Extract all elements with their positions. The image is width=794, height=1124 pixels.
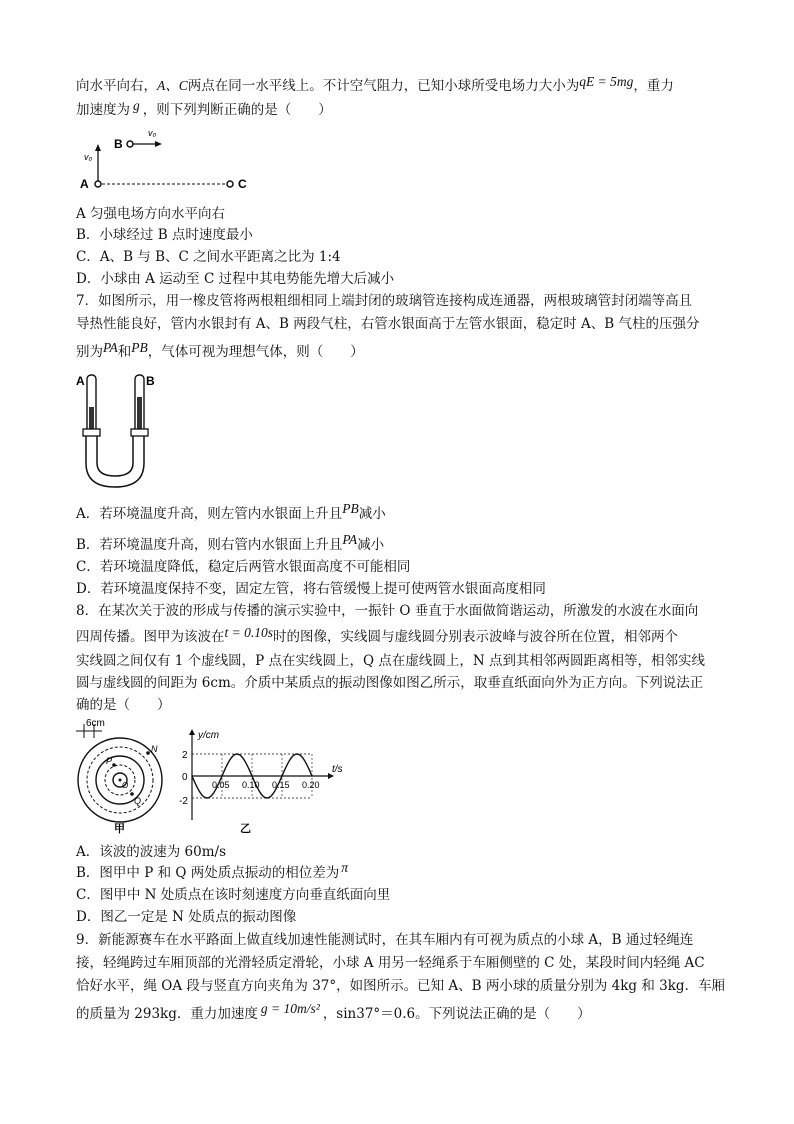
q7-opt-a-pressure: PB bbox=[342, 501, 359, 516]
q6-fig-arrowhead-h bbox=[155, 141, 162, 147]
q6-fig-label-B: B bbox=[114, 137, 123, 151]
q8-yi-ytick-neg2: -2 bbox=[179, 796, 188, 807]
q9-g-value: g = 10m/s² bbox=[260, 1001, 320, 1016]
q7-option-a bbox=[76, 501, 386, 523]
q7-option-d: D．若环境温度保持不变，固定左管，将右管缓慢上提可使两管水银面高度相同 bbox=[76, 581, 546, 597]
q7-stem-line3 bbox=[76, 340, 364, 361]
q8-text: 时的图像，实线圆与虚线圆分别表示波峰与波谷所在位置，相邻两个 bbox=[273, 629, 678, 645]
q9-stem-line1: 9．新能源赛车在水平路面上做直线加速性能测试时，在其车厢内有可视为质点的小球 A，B 通过轻绳连 bbox=[76, 932, 694, 948]
q7-rubber-tube-inner bbox=[97, 436, 133, 476]
q8-yi-xtick-label: 0.05 bbox=[212, 780, 230, 790]
q6-formula-qe: qE = 5mg bbox=[579, 74, 634, 89]
q9-stem-line4 bbox=[76, 1001, 591, 1023]
q8-stem-line1: 8．在某次关于波的形成与传播的演示实验中，一振针 O 垂直于水面做简谐运动，所激发的水波在水面向 bbox=[76, 603, 699, 619]
q6-fig-arrowhead-v bbox=[95, 144, 101, 151]
q7-pressure-pb: PB bbox=[131, 340, 148, 355]
q7-text: ，气体可视为理想气体，则（ ） bbox=[147, 344, 364, 360]
q6-figure bbox=[76, 126, 256, 192]
q7-text: 别为 bbox=[76, 344, 103, 360]
q8-yi-caption: 乙 bbox=[240, 823, 251, 835]
q8-yi-data-point bbox=[206, 797, 207, 798]
q8-jia-dim-label: 6cm bbox=[86, 718, 105, 729]
q6-g: g bbox=[133, 98, 140, 113]
q8-jia-point-P bbox=[112, 763, 116, 767]
q6-text: 加速度为 bbox=[76, 102, 130, 118]
q8-jia-label-O: O bbox=[122, 781, 129, 790]
q8-stem-line2 bbox=[76, 625, 678, 646]
q8-yi-ylabel: y/cm bbox=[198, 730, 220, 741]
q6-option-c: C．A、B 与 B、C 之间水平距离之比为 1:4 bbox=[76, 249, 341, 265]
q6-stem-line1 bbox=[76, 74, 674, 95]
q8-time: t = 0.10s bbox=[224, 625, 273, 640]
q8-text: 四周传播。图甲为该波在 bbox=[76, 629, 225, 645]
q7-left-mercury bbox=[89, 407, 94, 431]
q8-jia-point-N bbox=[146, 751, 150, 755]
q7-text: 和 bbox=[117, 344, 132, 360]
q7-text: A．若环境温度升高，则左管内水银面上升且 bbox=[76, 506, 343, 522]
q9-text: ，sin37°＝0.6。下列说法正确的是（ ） bbox=[322, 1006, 591, 1022]
q7-left-connector bbox=[83, 429, 100, 436]
q8-yi-ytick-0: 0 bbox=[182, 772, 188, 783]
q8-yi-ytick-2: 2 bbox=[182, 750, 188, 761]
q8-yi-xlabel: t/s bbox=[332, 764, 343, 775]
q6-option-b: B．小球经过 B 点时速度最小 bbox=[76, 227, 253, 243]
q7-fig-label-A: A bbox=[76, 374, 85, 388]
q6-fig-label-C: C bbox=[238, 177, 247, 191]
q9-stem-line2: 接，轻绳跨过车厢顶部的光滑轻质定滑轮，小球 A 用另一轻绳系于车厢侧壁的 C 处，某段时间内轻绳 AC bbox=[76, 955, 705, 971]
q8-jia-label-Q: Q bbox=[134, 796, 142, 806]
q7-stem-line2: 导热性能良好，管内水银封有 A、B 两段气柱，右管水银面高于左管水银面，稳定时 A、B 气柱的压强分 bbox=[76, 316, 700, 332]
q8-stem-line4: 圆与虚线圆的间距为 6cm。介质中某质点的振动图像如图乙所示，取垂直纸面向外为正方向。下列说法正 bbox=[76, 675, 704, 691]
q8-yi-data-point bbox=[266, 797, 267, 798]
q8-option-c: C．图甲中 N 处质点在该时刻速度方向垂直纸面向里 bbox=[76, 887, 391, 903]
q7-fig-label-B: B bbox=[146, 374, 155, 388]
q8-text: B．图甲中 P 和 Q 两处质点振动的相位差为 bbox=[76, 865, 340, 881]
q6-text: 向水平向右， bbox=[76, 78, 157, 94]
q6-text: ，则下列判断正确的是（ ） bbox=[142, 102, 332, 118]
q7-figure bbox=[76, 371, 166, 493]
q8-yi-xtick-label: 0.15 bbox=[272, 780, 290, 790]
q7-right-connector bbox=[131, 429, 148, 436]
q7-opt-b-pressure: PA bbox=[342, 532, 358, 547]
q6-text: 两点在同一水平线上。不计空气阻力，已知小球所受电场力大小为 bbox=[187, 78, 580, 94]
q6-fig-point-C bbox=[227, 181, 233, 187]
q6-option-d: D．小球由 A 运动至 C 过程中其电势能先增大后减小 bbox=[76, 271, 395, 287]
q8-option-d: D．图乙一定是 N 处质点的振动图像 bbox=[76, 909, 297, 925]
q8-yi-data-point bbox=[191, 775, 192, 776]
q7-text: B．若环境温度升高，则右管内水银面上升且 bbox=[76, 537, 343, 553]
q6-fig-label-v0-h: v₀ bbox=[148, 128, 157, 138]
q8-option-b bbox=[76, 860, 349, 882]
q8-yi-y-arrow bbox=[189, 729, 195, 735]
q6-points-ac: A、C bbox=[157, 78, 188, 93]
q9-stem-line3: 恰好水平，绳 OA 段与竖直方向夹角为 37°，如图所示。已知 A、B 两小球的质量分别为 4kg 和 3kg．车厢 bbox=[76, 978, 726, 994]
q7-pressure-pa: PA bbox=[103, 340, 118, 355]
q8-figure-yi bbox=[180, 728, 350, 834]
q6-fig-point-A bbox=[95, 181, 101, 187]
q9-text: 的质量为 293kg．重力加速度 bbox=[76, 1006, 258, 1022]
q8-yi-data-point bbox=[296, 753, 297, 754]
q6-stem-line2 bbox=[76, 98, 332, 119]
q8-pi: π bbox=[341, 860, 349, 875]
q8-figure-jia bbox=[76, 716, 176, 834]
q8-stem-line3: 实线圆之间仅有 1 个虚线圆，P 点在实线圆上，Q 点在虚线圆上，N 点到其相邻两圆距离相等，相邻实线 bbox=[76, 653, 706, 669]
q8-yi-xtick-label: 0.10 bbox=[242, 780, 260, 790]
q8-jia-label-P: P bbox=[106, 756, 113, 766]
q8-jia-caption: 甲 bbox=[114, 823, 125, 835]
q6-text: ，重力 bbox=[633, 78, 674, 94]
q7-right-mercury bbox=[137, 397, 142, 431]
q8-option-a: A．该波的波速为 60m/s bbox=[76, 844, 226, 860]
q6-option-a: A 匀强电场方向水平向右 bbox=[76, 206, 226, 222]
q8-yi-data-point bbox=[236, 753, 237, 754]
q7-text: 减小 bbox=[357, 537, 385, 553]
q7-rubber-tube bbox=[86, 436, 144, 487]
q6-fig-label-v0-v: v₀ bbox=[84, 152, 93, 162]
q7-option-b bbox=[76, 532, 385, 554]
q8-stem-line5: 确的是（ ） bbox=[76, 697, 171, 713]
q7-stem-line1: 7．如图所示，用一橡皮管将两根粗细相同上端封闭的玻璃管连接构成连通器，两根玻璃管封闭端等高且 bbox=[76, 293, 693, 309]
q8-yi-xtick-label: 0.20 bbox=[302, 780, 320, 790]
q7-text: 减小 bbox=[358, 506, 386, 522]
q6-fig-label-A: A bbox=[80, 177, 89, 191]
q8-jia-label-N: N bbox=[151, 744, 158, 754]
q6-fig-point-B bbox=[127, 141, 133, 147]
q7-option-c: C．若环境温度降低，稳定后两管水银面高度不可能相同 bbox=[76, 559, 411, 575]
